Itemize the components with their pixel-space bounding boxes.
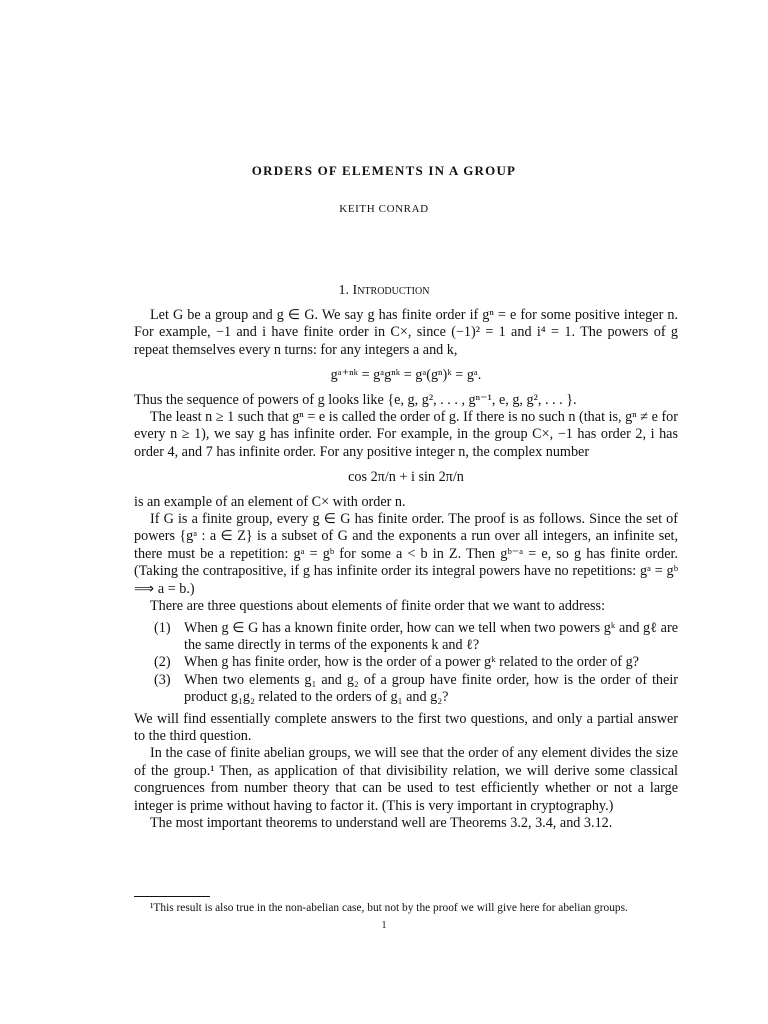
paragraph: The most important theorems to understand well are Theorems 3.2, 3.4, and 3.12.: [150, 814, 613, 831]
paragraph: Let G be a group and g ∈ G. We say g has finite order if gⁿ = e for some positive integer n. For example, −1 and i have finite order in C×, since (−1)² = 1 and i⁴ = 1. The powers of g repeat themselves every n turns: for any integers a and k,: [134, 307, 678, 358]
display-equation: gᵃ⁺ⁿᵏ = gᵃgⁿᵏ = gᵃ(gⁿ)ᵏ = gᵃ.: [330, 367, 482, 384]
list-item-text: When g ∈ G has a known finite order, how can we tell when two powers gᵏ and gℓ are the same directly in terms of the exponents k and ℓ?: [184, 619, 678, 653]
footnote: ¹This result is also true in the non-abelian case, but not by the proof we will give here for abelian groups.: [150, 902, 628, 914]
paper-body: [134, 307, 678, 832]
list-item: [134, 672, 678, 707]
list-item-number: (3): [154, 671, 171, 688]
display-equation: cos 2π/n + i sin 2π/n: [348, 469, 464, 486]
section-name: Introduction: [352, 283, 430, 298]
list-item-text: When two elements g₁ and g₂ of a group have finite order, how is the order of their product g₁g₂ related to the orders of g₁ and g₂?: [184, 671, 678, 706]
footnote-rule: [134, 896, 210, 897]
question-list: [134, 620, 678, 707]
list-item-text: When g has finite order, how is the order of a power gᵏ related to the order of g?: [184, 654, 639, 671]
paragraph: If G is a finite group, every g ∈ G has finite order. The proof is as follows. Since the set of powers {gᵃ : a ∈ Z} is a subset of G and the exponents a run over all integers, an infinite set, there must be a repetition: gᵃ = gᵇ for some a < b in Z. Then gᵇ⁻ᵃ = e, so g has finite order. (Taking the contrapositive, if g has infinite order its integral powers have no repetitions: gᵃ = gᵇ ⟹ a = b.): [134, 511, 678, 597]
section-number: 1.: [338, 283, 350, 298]
paper-author: KEITH CONRAD: [339, 203, 429, 215]
paper-title: ORDERS OF ELEMENTS IN A GROUP: [251, 163, 517, 178]
paragraph: Thus the sequence of powers of g looks like {e, g, g², . . . , gⁿ⁻¹, e, g, g², . . . }.: [134, 391, 577, 408]
list-item: [134, 620, 678, 655]
list-item: [134, 654, 678, 671]
paragraph: We will find essentially complete answers to the first two questions, and only a partial answer to the third question.: [134, 710, 678, 744]
section-heading: [0, 283, 768, 299]
paragraph: is an example of an element of C× with order n.: [134, 493, 406, 510]
paragraph: In the case of finite abelian groups, we will see that the order of any element divides the size of the group.¹ Then, as application of that divisibility relation, we will derive some classical congruences from number theory that can be used to test efficiently whether or not a large integer is prime without having to factor it. (This is very important in cryptography.): [134, 745, 678, 814]
page-number: 1: [381, 920, 387, 931]
list-item-number: (1): [154, 619, 171, 636]
list-item-number: (2): [154, 654, 171, 671]
paragraph: There are three questions about elements of finite order that we want to address:: [150, 598, 606, 615]
paragraph: The least n ≥ 1 such that gⁿ = e is called the order of g. If there is no such n (that is, gⁿ ≠ e for every n ≥ 1), we say g has infinite order. For example, in the group C×, −1 has order 2, i has order 4, and 7 has infinite order. For any positive integer n, the complex number: [134, 409, 678, 460]
